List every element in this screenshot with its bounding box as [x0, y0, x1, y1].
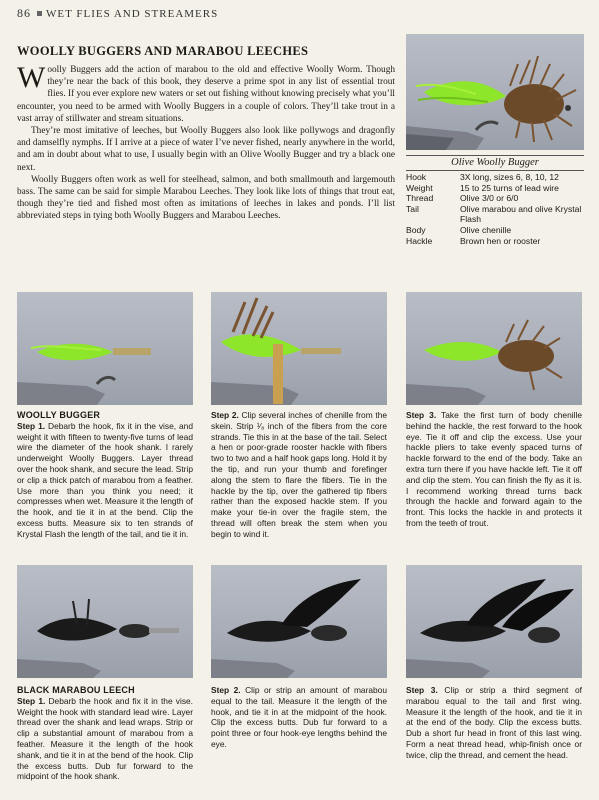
recipe-row-hook — [406, 172, 584, 183]
article-title: WOOLLY BUGGERS AND MARABOU LEECHES — [17, 44, 309, 58]
step-body: Clip or strip an amount of marabou equal to the tail. Measure it the length of the hook, and tie it in at the midpoint of the hook. Clip the excess butts. Dub fur forward to a point three or four hook-eye lengths behind the eye. — [211, 685, 387, 749]
step-label: Step 1. — [17, 420, 46, 431]
step-body: Take the first turn of body chenille behind the hackle, the rest forward to the hook eye. Tie it off and clip the excess. Use your hackle pliers to take evenly spaced turns of hackle forward to the end of the body. Take an extra turn there if you have hackle left. Tie it off and clip the stem. You can finish the fly as it is. I recommend working thread turns back through the hackle and forward again to the front. This locks the hackle in and protects it from the teeth of trout. — [406, 410, 582, 528]
step-body: Clip several inches of chenille from the skein. Strip ¹⁄₈ inch of the fibers from the core strands. Tie this in at the base of the tail. Select a hen or poor-grade rooster hackle with fibers two to two and a half hook gaps long. Hold it by the tip, and run your thumb and forefinger along the stem to flare the fibers. Tie in the hackle by the tip, over the gathered tip fibers rather than the exposed hackle stem. If you make your tie-in over the fragile stem, the thread will often break the stem when you begin to wind it. — [211, 410, 388, 539]
recipe-key: Body — [406, 224, 426, 235]
running-head — [17, 6, 218, 21]
woolly-bugger-heading: WOOLLY BUGGER — [17, 410, 101, 420]
recipe-row-tail — [406, 204, 584, 225]
leech-step1-photo — [17, 565, 193, 678]
recipe-row-weight — [406, 183, 584, 194]
woolly-step3-text — [406, 410, 582, 529]
recipe-key: Hackle — [406, 235, 433, 246]
leech-step2-photo — [211, 565, 387, 678]
recipe-key: Weight — [406, 182, 433, 193]
intro-text — [17, 61, 395, 223]
recipe-value: 15 to 25 turns of lead wire — [460, 182, 559, 193]
woolly-step3-photo — [406, 292, 582, 405]
leech-step1-text — [17, 685, 193, 782]
recipe-row-hackle — [406, 236, 584, 247]
woolly-step1-text — [17, 410, 193, 540]
intro-paragraph-3: Woolly Buggers often work as well for steelhead, salmon, and both smallmouth and largemouth bass. The same can be said for simple Marabou Leeches. They look like lots of things that trout eat, though they’re tied and fished most often as imitations of leeches in lakes and ponds. I’ll list abbreviated steps in tying both Woolly Buggers and Marabou Leeches. — [17, 174, 395, 222]
recipe-value: Brown hen or rooster — [460, 235, 541, 246]
step-label: Step 2. — [211, 410, 239, 420]
recipe-value: Olive chenille — [460, 224, 512, 235]
recipe-value: Olive marabou and olive Krystal Flash — [460, 203, 582, 225]
intro-paragraph-1-text: oolly Buggers add the action of marabou to the old and effective Woolly Worm. Though they’re near the back of this book, they deserve a prime spot in any list of essential trout flies. If you ever explore new waters or set out fishing without knowing precisely what you’ll encounter, you need to be armed with Woolly Buggers in a couple of colors. They’ll take trout in a vast array of stillwater and stream situations. — [17, 65, 395, 124]
leech-step2-text — [211, 685, 387, 750]
recipe-key: Hook — [406, 172, 427, 182]
recipe-title: Olive Woolly Bugger — [451, 157, 539, 168]
recipe-row-thread — [406, 193, 584, 204]
page-number: 86 — [17, 6, 31, 20]
step-label: Step 1. — [17, 695, 46, 706]
recipe-value: 3X long, sizes 6, 8, 10, 12 — [460, 172, 559, 182]
bullet-square-icon — [37, 11, 42, 16]
recipe-key: Thread — [406, 193, 434, 204]
recipe-value: Olive 3/0 or 6/0 — [460, 193, 519, 204]
running-title: WET FLIES AND STREAMERS — [46, 8, 219, 20]
intro-paragraph-2: They’re most imitative of leeches, but Woolly Buggers also look like pollywogs and dragonfly and damselfly nymphs. If I arrive at a piece of water I’ve never fished, nearly anywhere in the world, and am in doubt about what to use, I usually begin with an Olive Woolly Bugger and try a black one next. — [17, 126, 395, 173]
recipe-rule-mid — [406, 170, 584, 171]
woolly-step1-photo — [17, 292, 193, 405]
step-label: Step 3. — [406, 410, 437, 420]
recipe-key: Tail — [406, 203, 419, 214]
step-body: Debarb the hook and fix it in the vise. Weight the hook with standard lead wire. Layer thread over the shank and lead wraps. Strip or clip a substantial amount of marabou from a feather. Measure it the length of the hook shank, and tie it in at the bend of the hook. Clip the excess butts. Dub fur forward to the midpoint of the hook shank. — [17, 695, 193, 782]
step-body: Clip or strip a third segment of marabou equal to the tail and first wing. Measure it the length of the hook, and tie it in at the end of the body. Clip the excess butts. Dub a short fur head in front of this last wing. Form a neat thread head, whip-finish once or twice, clip the thread, and cement the head. — [406, 685, 582, 760]
step-label: Step 3. — [406, 685, 438, 695]
step-label: Step 2. — [211, 685, 241, 695]
intro-paragraph-1 — [17, 61, 395, 125]
leech-step3-photo — [406, 565, 582, 678]
black-marabou-leech-heading: BLACK MARABOU LEECH — [17, 685, 135, 695]
woolly-step2-text — [211, 410, 387, 540]
recipe-table — [406, 172, 584, 246]
dropcap: W — [17, 61, 46, 94]
hero-photo-olive-woolly-bugger — [406, 34, 584, 150]
recipe-row-body — [406, 225, 584, 236]
step-body: Debarb the hook, fix it in the vise, and weight it with fifteen to twenty-five turns of lead wire the diameter of the hook shank. I rarely underweight Woolly Buggers. Layer thread over the hook shank, and secure the lead. Strip or clip a thick patch of marabou from a feather. Use more than you think you need; it compresses when wet. Measure it the length of the hook, and tie it in at the bend. Clip the excess butts. Measure six to ten strands of Krystal Flash the length of the tail, and tie it in. — [17, 420, 193, 539]
recipe-rule-top — [406, 155, 584, 156]
woolly-step2-photo — [211, 292, 387, 405]
leech-step3-text — [406, 685, 582, 761]
